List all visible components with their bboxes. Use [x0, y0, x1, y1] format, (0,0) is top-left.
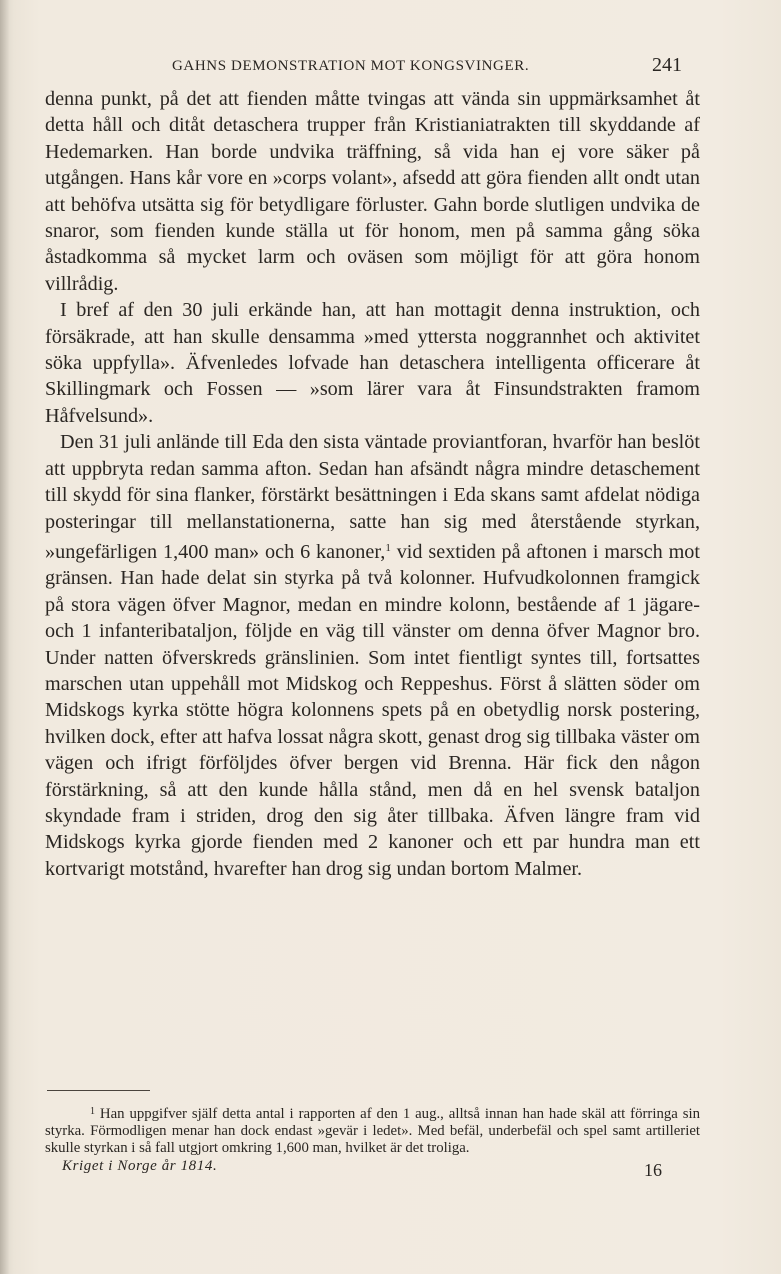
footnotes — [45, 1103, 700, 1158]
footnote-reference[interactable]: 1 — [385, 541, 391, 554]
body-text — [45, 86, 700, 882]
footnote-1 — [45, 1103, 700, 1158]
page-number: 241 — [652, 54, 682, 76]
paragraph-1: denna punkt, på det att fienden måtte tvingas att vända sin uppmärksamhet åt detta håll och ditåt detaschera trupper från Kristianiatrakten till skyddande af Hedemarken. Han borde undvika träffning, så vida han ej vore säker på utgången. Hans kår vore en »corps volant», afsedd att göra fienden allt ondt utan att behöfva utsätta sig för betydligare förluster. Gahn borde slutligen undvika de snaror, som fienden kunde ställa ut för honom, men på samma gång söka åstadkomma så mycket larm och oväsen som möjligt för att göra honom villrådig. — [45, 88, 700, 295]
signature-line: Kriget i Norge år 1814. — [62, 1158, 218, 1174]
signature-number: 16 — [644, 1160, 662, 1180]
paragraph-2: I bref af den 30 juli erkände han, att han mottagit denna instruktion, och försäkrade, att han skulle densamma »med yttersta noggrannhet och aktivitet söka uppfylla». Äfvenledes lofvade han detaschera intelligenta officerare åt Skillingmark och Fossen — »som lärer vara åt Finsundstrakten framom Håfvelsund». — [45, 299, 700, 427]
paragraph-3-part-1: Den 31 juli anlände till Eda den sista väntade proviantforan, hvarför han beslöt att uppbryta redan samma afton. Sedan han afsändt några mindre detaschement till skydd för sina flanker, förstärkt besättningen i Eda skans samt afdelat nödiga posteringar till mellanstationerna, satte han sig med återstående styrkan, »ungefärligen 1,400 man» och 6 kanoner, — [45, 431, 700, 563]
footnote-divider — [47, 1090, 150, 1091]
paragraph-3-part-2: vid sextiden på aftonen i marsch mot gränsen. Han hade delat sin styrka på två kolonner. Hufvudkolonnen framgick på stora vägen öfver Magnor, medan en mindre kolonn, bestående af 1 jägare- och 1 infanteribataljon, följde en väg till vänster om denna öfver Magnor bro. Under natten öfverskreds gränslinien. Som intet fientligt syntes till, fortsattes marschen utan uppehåll mot Midskog och Reppeshus. Först å slätten söder om Midskogs kyrka stötte högra kolonnens spets på en obetydlig norsk postering, hvilken dock, efter att hafva lossat några skott, genast drog sig tillbaka väster om vägen och ifrigt förföljdes öfver bergen vid Brenna. Här fick den någon förstärkning, så att den kunde hålla stånd, men då en hel svensk bataljon skyndade fram i striden, drog den sig åter tillbaka. Äfven längre fram vid Midskogs kyrka gjorde fienden med 2 kanoner och ett par hundra man ett kortvarigt motstånd, hvarefter han drog sig undan bortom Malmer. — [45, 540, 700, 880]
footnote-marker: 1 — [90, 1106, 95, 1117]
running-title: GAHNS DEMONSTRATION MOT KONGSVINGER. — [172, 58, 530, 74]
page-spine-shadow — [0, 0, 9, 1274]
paragraph-3 — [45, 429, 700, 882]
footnote-1-text: Han uppgifver själf detta antal i rapporten af den 1 aug., alltså innan han hade skäl att förringa sin styrka. Förmodligen menar han dock endast »gevär i ledet». Med befäl, underbefäl och spel samt artilleriet skulle styrkan i så fall utgjort omkring 1,600 man, hvilket är det troliga. — [45, 1106, 700, 1157]
